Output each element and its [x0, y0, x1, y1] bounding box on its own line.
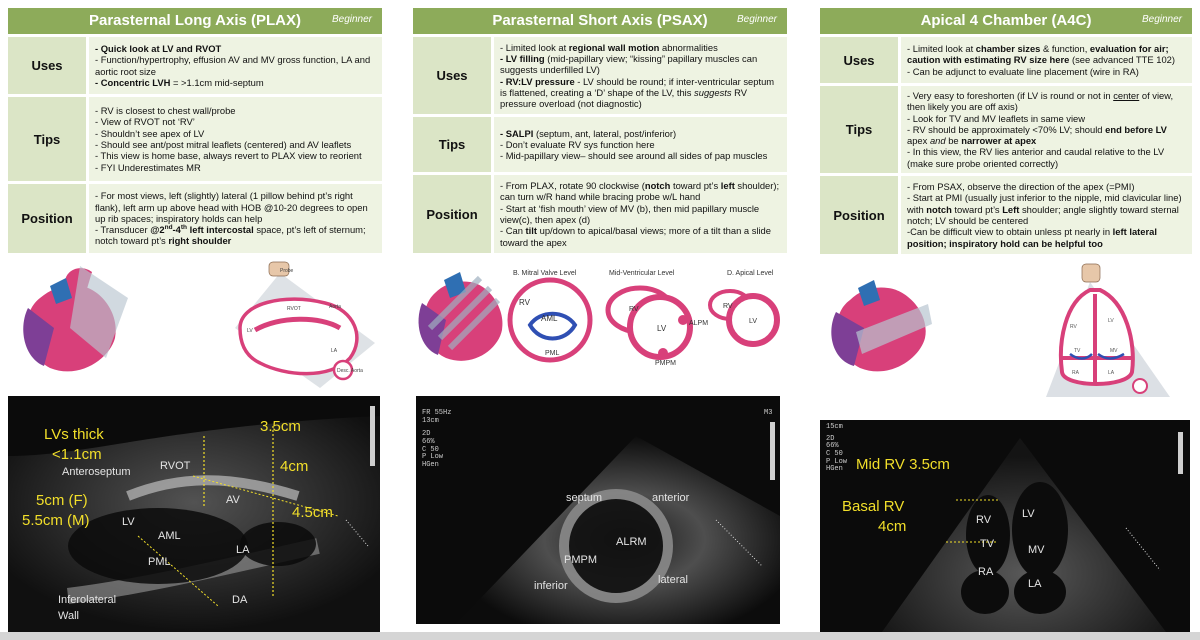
psax-level-b-title: B. Mitral Valve Level — [513, 270, 577, 277]
a4c-tips-text — [898, 83, 1192, 173]
a4c-tv-label: TV — [980, 538, 995, 550]
psax-tips-label: Tips — [413, 114, 491, 172]
a4c-illustration-label: TV — [1074, 348, 1081, 354]
a4c-illustration-label: RV — [1070, 324, 1077, 330]
psax-echo-texture — [416, 396, 780, 624]
text-line: - For most views, left (slightly) lateral (1 pillow behind pt’s right flank), left arm up above head with HOB @10-20 degrees to open up rib spaces; inspiratory holds can help — [95, 190, 368, 224]
a4c-heart-probe-illustration — [820, 262, 940, 382]
plax-echo-image — [8, 396, 380, 632]
a4c-illustration-label: RA — [1072, 370, 1079, 376]
plax-illustration-label: Desc. Aorta — [337, 368, 363, 374]
a4c-lv-cavity — [1012, 482, 1068, 578]
text-line: - Start at PMI (usually just inferior to the nipple, mid clavicular line) with notch toward pt’s Left shoulder; angle slightly toward sternal notch; LV should be centered — [907, 192, 1182, 226]
plax-tips-text — [86, 94, 382, 181]
plax-column — [8, 8, 382, 253]
psax-pap-muscle-p — [658, 348, 668, 358]
text-line: - Mid-papillary view– should see around all sides of pap muscles — [500, 150, 768, 162]
plax-anteroseptum-label: Anteroseptum — [62, 466, 131, 478]
a4c-setting-3: C 50 — [826, 450, 843, 459]
plax-position-row — [8, 181, 382, 253]
psax-pmpm-label: PMPM — [655, 360, 676, 367]
psax-echo-image — [416, 396, 780, 624]
text-line: - Shouldn’t see apex of LV — [95, 127, 205, 139]
plax-5-5cm-m-label: 5.5cm (M) — [22, 512, 90, 529]
plax-la-label: LA — [236, 544, 250, 556]
text-line: - RV:LV pressure - LV should be round; if inter-ventricular septum is flattened, creating a ‘D’ shape of the LV, this suggests RV pressure overload (not diagnostic) — [500, 75, 775, 110]
text-line: - Don’t evaluate RV sys function here — [500, 138, 655, 150]
psax-level-c-title: Mid-Ventricular Level — [609, 270, 675, 277]
psax-setting-5: HGen — [422, 461, 439, 470]
plax-uses-text — [86, 34, 382, 94]
a4c-position-label: Position — [820, 173, 898, 254]
text-line: -Can be difficult view to obtain unless pt nearly in left lateral position; inspiratory hold can be helpful too — [907, 226, 1157, 249]
plax-cross-section-diagram — [225, 258, 380, 393]
psax-apical-lv-label: LV — [749, 318, 758, 325]
psax-setting-3: C 50 — [422, 445, 439, 454]
psax-uses-label: Uses — [413, 34, 491, 114]
text-line: - Can tilt up/down to apical/basal views; more of a tilt than a slide toward the apex — [500, 225, 771, 248]
a4c-uses-text — [898, 34, 1192, 83]
plax-uses-row — [8, 34, 382, 94]
a4c-uses-row — [820, 34, 1192, 83]
psax-setting-4: P Low — [422, 453, 444, 462]
psax-tips-text — [491, 114, 787, 172]
text-line: - SALPI (septum, ant, lateral, post/inferior) — [500, 127, 677, 139]
a4c-setting-1: 2D — [826, 434, 835, 443]
psax-alpm-label: ALPM — [689, 320, 709, 327]
psax-tips-row — [413, 114, 787, 172]
psax-pap-muscle-a — [678, 315, 688, 325]
plax-inferolateral-label: Inferolateral — [58, 594, 117, 606]
a4c-settings-readout — [826, 424, 847, 474]
plax-3-5cm-label: 3.5cm — [260, 418, 301, 435]
plax-header — [8, 8, 382, 34]
text-line: - Function/hypertrophy, effusion AV and MV gross function, LA and aortic root size — [95, 54, 371, 77]
psax-rv-label: RV — [519, 298, 530, 307]
psax-alrm-label: ALRM — [616, 536, 647, 548]
a4c-coronary-sinus — [1133, 379, 1147, 393]
text-line: - RV should be approximately <70% LV; should end before LV apex and be narrower at apex — [907, 123, 1167, 147]
plax-da-label: DA — [232, 594, 248, 606]
text-line: - RV is closest to chest wall/probe — [95, 105, 236, 117]
a4c-setting-2: 66% — [826, 442, 839, 451]
a4c-depth: 15cm — [826, 423, 843, 431]
plax-illustration-label: Aorta — [329, 304, 341, 310]
a4c-setting-4: P Low — [826, 457, 848, 466]
psax-level-d-title: D. Apical Level — [727, 270, 774, 277]
text-line: - This view is home base, always revert to PLAX view to reorient — [95, 150, 362, 162]
a4c-illustration-label: MV — [1110, 348, 1118, 354]
psax-fr-readout — [422, 410, 451, 470]
psax-frame-rate: FR 55Hz — [422, 409, 452, 417]
psax-mid-lv-label: LV — [657, 324, 667, 333]
psax-aml-label: AML — [541, 314, 558, 323]
text-line: - Limited look at chamber sizes & function, evaluation for air; caution with estimating RV size here (see advanced TTE 102) — [907, 43, 1175, 66]
plax-level-badge: Beginner — [331, 14, 372, 25]
plax-position-text — [86, 181, 382, 253]
plax-pml-label: PML — [148, 556, 171, 568]
a4c-probe-shape — [1082, 264, 1100, 282]
plax-4-5cm-label: 4.5cm — [292, 504, 333, 521]
text-line: - FYI Underestimates MR — [95, 161, 201, 173]
a4c-mid-rv-label: Mid RV 3.5cm — [856, 456, 950, 473]
plax-position-label: Position — [8, 181, 86, 253]
a4c-four-chamber-diagram — [1040, 262, 1180, 400]
psax-column — [413, 8, 787, 253]
text-line: - Should see ant/post mitral leaflets (centered) and AV leaflets — [95, 139, 352, 150]
bottom-scroll-strip — [0, 632, 1200, 640]
psax-inferior-label: inferior — [534, 580, 568, 592]
text-line: - Can be adjunct to evaluate line placement (wire in RA) — [907, 65, 1139, 77]
text-line: - Quick look at LV and RVOT — [95, 42, 222, 54]
a4c-grayscale-bar — [1178, 432, 1183, 474]
a4c-tips-row — [820, 83, 1192, 173]
a4c-tips-label: Tips — [820, 83, 898, 173]
psax-setting-2: 66% — [422, 438, 435, 447]
psax-setting-1: 2D — [422, 430, 431, 439]
psax-table — [413, 34, 787, 253]
text-line: - Transducer @2nd-4th left intercostal space, pt’s left of sternum; notch toward pt’s right shoulder — [95, 224, 366, 247]
a4c-mv-label: MV — [1028, 544, 1045, 556]
text-line: - From PLAX, rotate 90 clockwise (notch toward pt’s left shoulder); can turn w/R hand while bracing probe w/L hand — [500, 180, 780, 203]
plax-grayscale-bar — [370, 406, 375, 466]
plax-av-label: AV — [226, 494, 240, 506]
a4c-uses-label: Uses — [820, 34, 898, 83]
a4c-position-text — [898, 173, 1192, 254]
plax-title: Parasternal Long Axis (PLAX) — [89, 12, 301, 29]
psax-septum-label: septum — [566, 492, 603, 504]
plax-illustration-label: RVOT — [287, 306, 301, 312]
plax-lv-cavity — [68, 508, 248, 584]
plax-lv-label: LV — [122, 516, 135, 528]
plax-table — [8, 34, 382, 253]
a4c-ra-label: RA — [978, 566, 994, 578]
psax-level-badge: Beginner — [736, 14, 777, 25]
a4c-echo-texture — [820, 420, 1190, 632]
a4c-table — [820, 34, 1192, 254]
psax-title: Parasternal Short Axis (PSAX) — [492, 12, 708, 29]
psax-anterior-label: anterior — [652, 492, 690, 504]
text-line: - Limited look at regional wall motion abnormalities — [500, 41, 718, 53]
text-line: - Start at ‘fish mouth’ view of MV (b), then mid papillary muscle view(c), then apex (d) — [500, 202, 760, 225]
a4c-echo-image — [820, 420, 1190, 632]
a4c-la-label: LA — [1028, 578, 1042, 590]
plax-lvs-thick-value: <1.1cm — [52, 446, 102, 463]
plax-illustration-label: LA — [331, 348, 338, 354]
a4c-illustration-label: LA — [1108, 370, 1115, 376]
psax-short-axis-levels-diagram — [505, 265, 790, 370]
plax-tips-row — [8, 94, 382, 181]
text-line: - Look for TV and MV leaflets in same view — [907, 112, 1086, 124]
a4c-level-badge: Beginner — [1141, 14, 1182, 25]
psax-pmpm-label: PMPM — [564, 554, 597, 566]
plax-4cm-label: 4cm — [280, 458, 309, 475]
a4c-illustration-label: LV — [1108, 318, 1114, 324]
plax-wall-label: Wall — [58, 610, 79, 622]
plax-la-cavity — [240, 522, 316, 566]
a4c-rv-label: RV — [976, 514, 992, 526]
psax-grayscale-bar — [770, 422, 775, 480]
psax-uses-row — [413, 34, 787, 114]
text-line: - In this view, the RV lies anterior and caudal relative to the LV (make sure probe oriented correctly) — [907, 146, 1165, 169]
a4c-title: Apical 4 Chamber (A4C) — [920, 12, 1092, 29]
psax-heart-probe-illustration — [410, 258, 510, 368]
text-line: - Concentric LVH = >1.1cm mid-septum — [95, 76, 264, 88]
psax-position-text — [491, 172, 787, 253]
plax-rvot-label: RVOT — [160, 460, 191, 472]
plax-heart-probe-illustration — [10, 258, 140, 383]
a4c-header — [820, 8, 1192, 34]
psax-uses-text — [491, 34, 787, 114]
psax-mid-rv-label: RV — [629, 306, 639, 313]
text-line: - Very easy to foreshorten (if LV is round or not in center of view, then likely you are off axis) — [907, 90, 1174, 113]
a4c-lv-label: LV — [1022, 508, 1035, 520]
a4c-setting-5: HGen — [826, 465, 843, 474]
a4c-rv-cavity — [966, 495, 1010, 575]
psax-header — [413, 8, 787, 34]
text-line: - View of RVOT not ‘RV’ — [95, 116, 195, 128]
plax-aml-label: AML — [158, 530, 181, 542]
psax-position-label: Position — [413, 172, 491, 253]
a4c-basal-rv-value: 4cm — [878, 518, 907, 535]
a4c-column — [820, 8, 1192, 254]
plax-illustration-label: LV — [247, 328, 253, 334]
psax-m3-label: M3 — [764, 409, 773, 417]
text-line: - LV filling (mid-papillary view; “kissing” papillary muscles can suggests underfilled LV) — [500, 52, 758, 76]
psax-depth: 13cm — [422, 416, 439, 425]
psax-apical-rv-label: RV — [723, 303, 733, 310]
text-line: - From PSAX, observe the direction of the apex (=PMI) — [907, 181, 1135, 193]
plax-illustration-label: Probe — [280, 268, 294, 274]
a4c-position-row — [820, 173, 1192, 254]
psax-pml-label: PML — [545, 350, 560, 357]
plax-uses-label: Uses — [8, 34, 86, 94]
plax-tips-label: Tips — [8, 94, 86, 181]
plax-5cm-f-label: 5cm (F) — [36, 492, 88, 509]
psax-lateral-label: lateral — [658, 574, 688, 586]
a4c-basal-rv-label: Basal RV — [842, 498, 905, 515]
plax-lvs-thick-label: LVs thick — [44, 426, 104, 443]
a4c-la-cavity — [1014, 570, 1066, 614]
psax-position-row — [413, 172, 787, 253]
